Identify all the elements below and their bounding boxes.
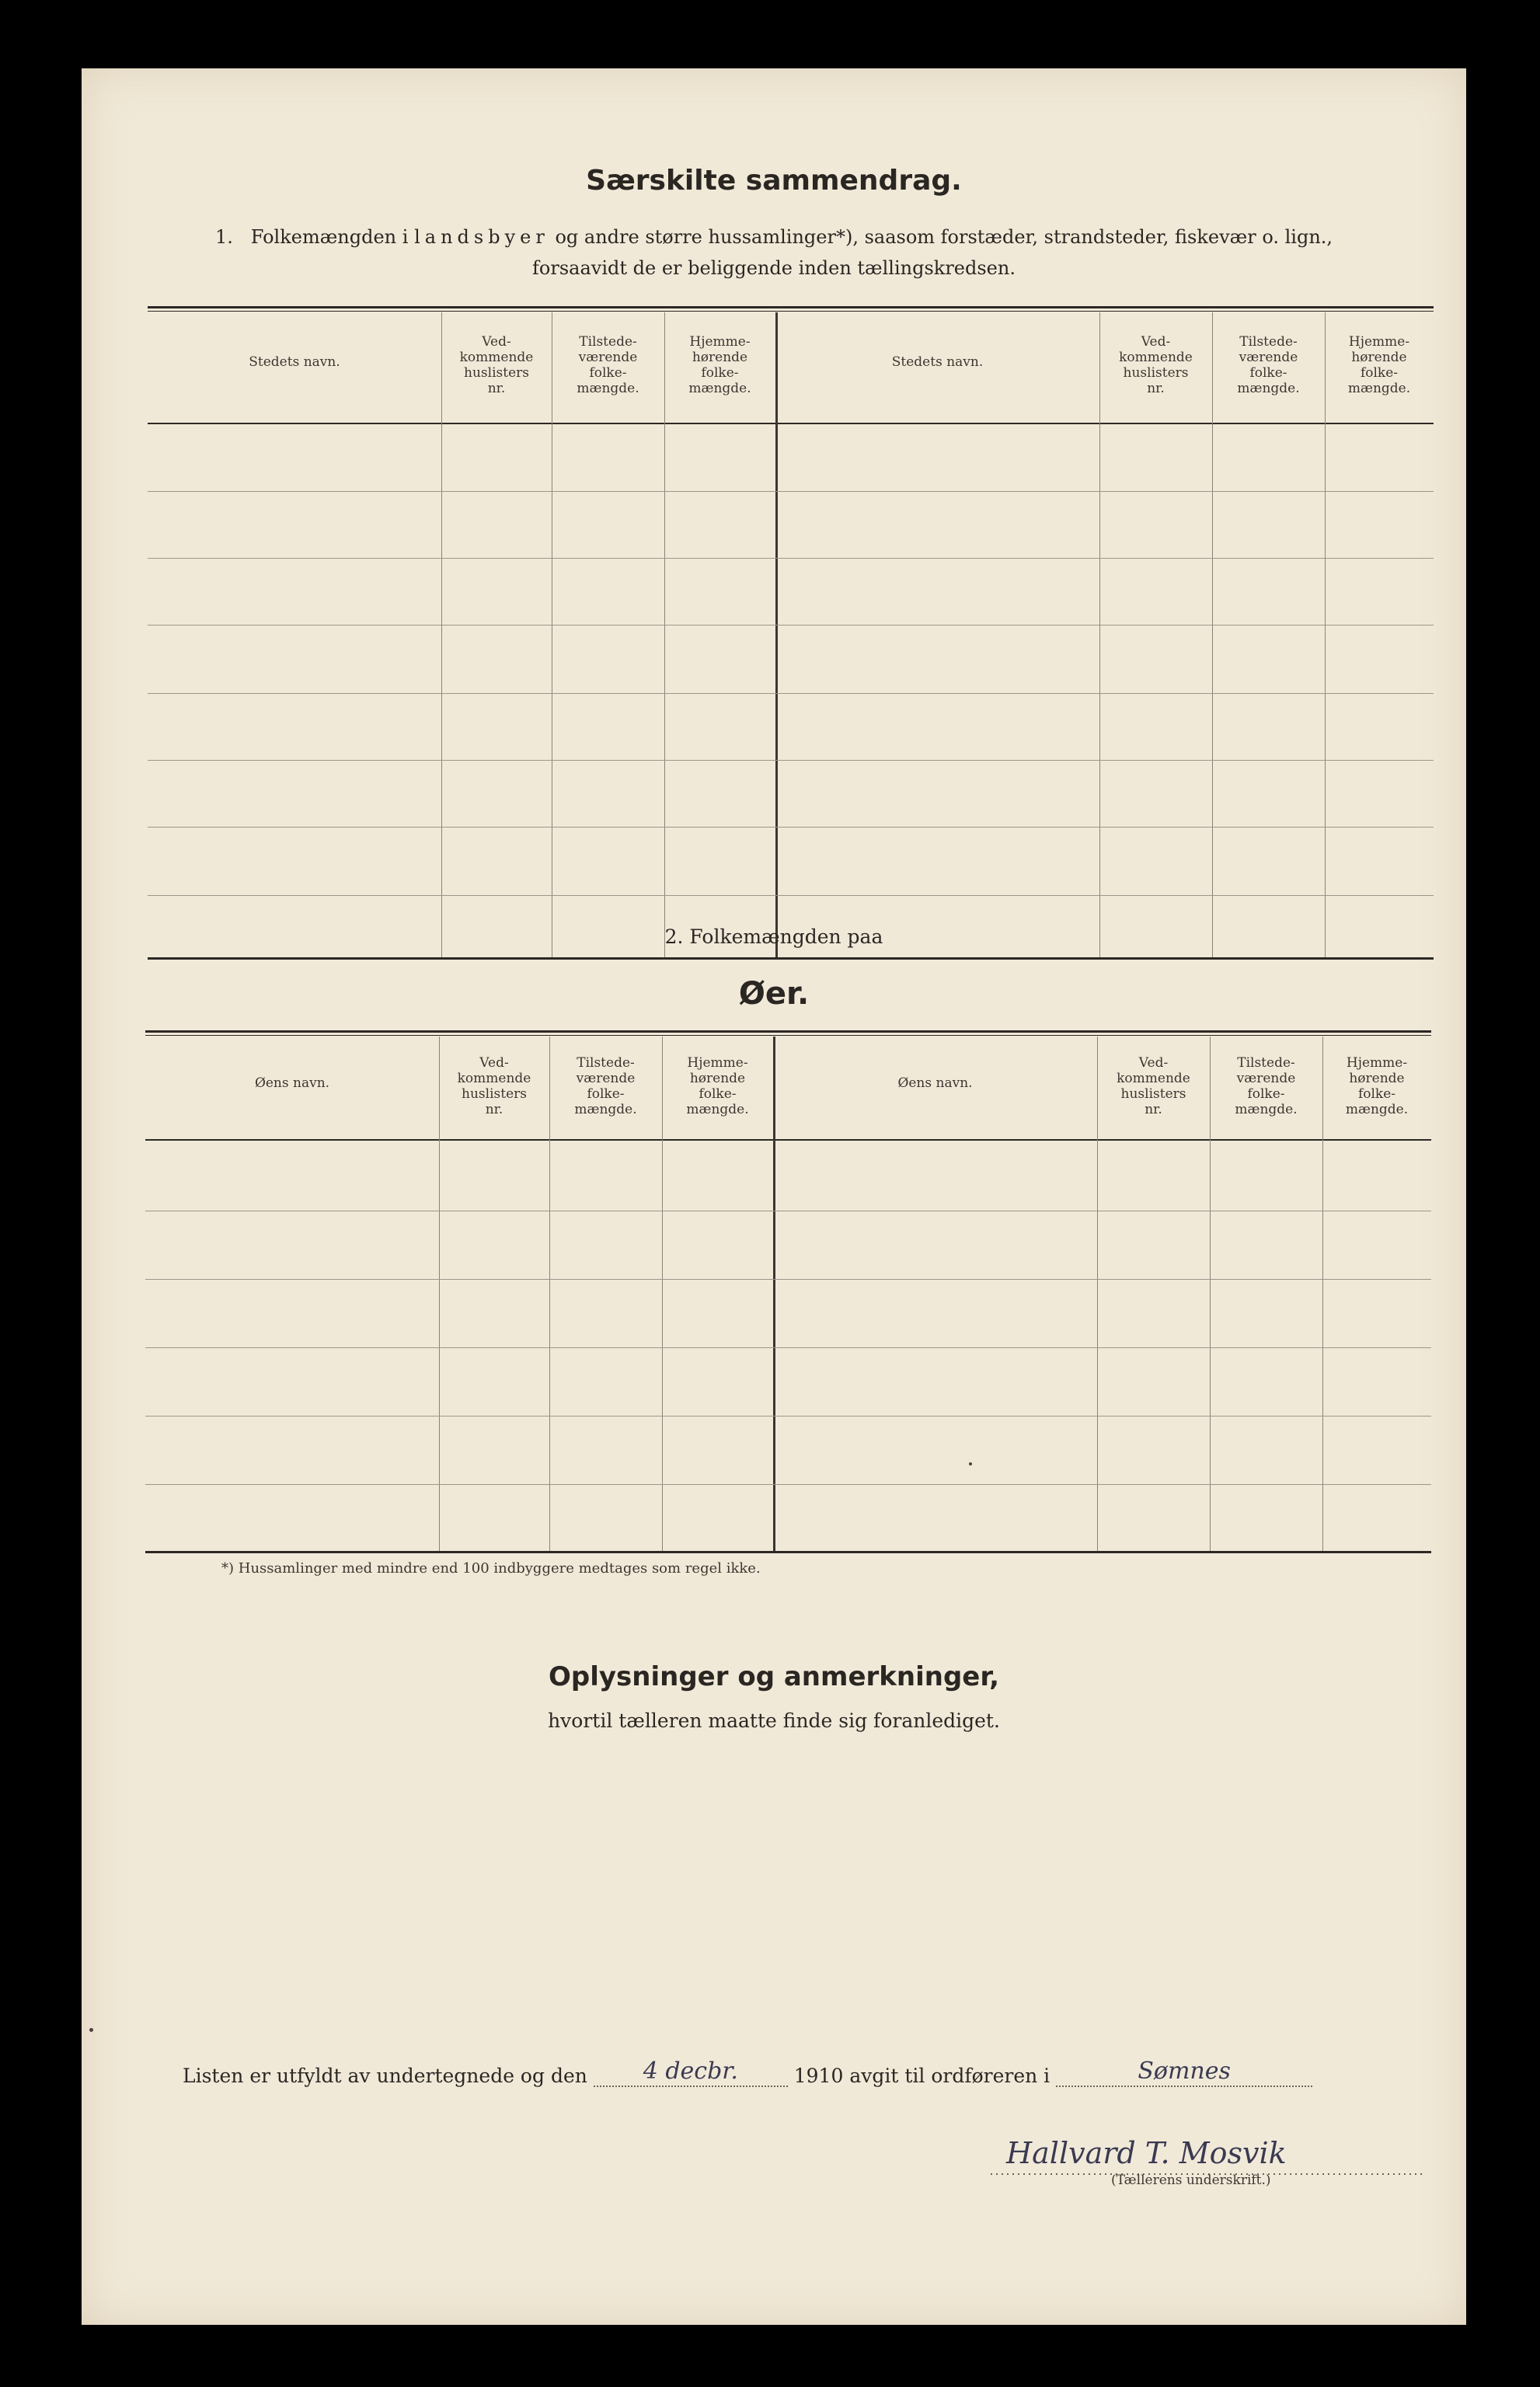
section3-subtitle: hvortil tælleren maatte finde sig foranlediget.	[548, 1709, 1000, 1732]
intro-text-b: og andre større hussamlinger*), saasom forstæder, strandsteder, fiskevær o. lign.,	[555, 226, 1333, 248]
table-top-rule	[148, 306, 1434, 308]
col-header-ved-right: Ved- kommende huslisters nr.	[1117, 1055, 1190, 1117]
table-top-rule-thin	[145, 1035, 1431, 1036]
col-header-hjemme-right: Hjemme- hørende folke- mængde.	[1347, 334, 1411, 396]
col-header-oens-navn-left: Øens navn.	[254, 1075, 330, 1091]
col-header-ved-right: Ved- kommende huslisters nr.	[1119, 334, 1193, 396]
table-row	[145, 1279, 1431, 1280]
col-header-tilstede-right: Tilstede- værende folke- mængde.	[1235, 1055, 1298, 1117]
table-row	[148, 558, 1434, 559]
col-header-hjemme-right: Hjemme- hørende folke- mængde.	[1345, 1055, 1409, 1117]
signoff-text-a: Listen er utfyldt av undertegnede og den	[183, 2065, 587, 2087]
section-number: 1.	[214, 226, 233, 248]
signoff-line	[183, 2058, 1312, 2087]
table-header-rule	[145, 1139, 1431, 1141]
signoff-year: 1910	[793, 2065, 844, 2087]
col-header-hjemme-left: Hjemme- hørende folke- mængde.	[686, 1055, 749, 1117]
paper-speck	[969, 1462, 972, 1465]
col-header-ved-left: Ved- kommende huslisters nr.	[457, 1055, 531, 1117]
intro-spaced-word: landsbyer	[414, 226, 549, 248]
signature-label: (Tællerens underskrift.)	[1111, 2173, 1271, 2188]
table-top-rule	[145, 1030, 1431, 1033]
table-row	[148, 827, 1434, 828]
settlements-table	[148, 306, 1434, 959]
col-header-stedets-navn-right: Stedets navn.	[891, 354, 984, 370]
section1-intro-line1	[82, 221, 1466, 253]
signoff-text-b: avgit til ordføreren i	[849, 2065, 1050, 2087]
table-row	[148, 491, 1434, 492]
table-header-rule	[148, 423, 1434, 424]
table-bottom-rule	[145, 1551, 1431, 1553]
table-row	[148, 895, 1434, 896]
section3-title: Oplysninger og anmerkninger,	[548, 1661, 1000, 1692]
section1-intro-line2: forsaavidt de er beliggende inden tællingskredsen.	[532, 257, 1016, 279]
paper-speck	[89, 2028, 93, 2032]
col-header-hjemme-left: Hjemme- hørende folke- mængde.	[688, 334, 751, 396]
section2-heading: 2. Folkemængden paa	[664, 925, 883, 948]
table-row	[145, 1416, 1431, 1417]
handwritten-date: 4 decbr.	[594, 2058, 788, 2087]
footnote: *) Hussamlinger med mindre end 100 indbyggere medtages som regel ikke.	[221, 1560, 761, 1577]
col-header-ved-left: Ved- kommende huslisters nr.	[459, 334, 534, 396]
table-row	[148, 760, 1434, 761]
col-header-oens-navn-right: Øens navn.	[897, 1075, 973, 1091]
section2-title: Øer.	[738, 976, 810, 1012]
table-top-rule-thin	[148, 311, 1434, 312]
table-row	[145, 1484, 1431, 1485]
islands-table	[145, 1030, 1431, 1552]
table-row	[145, 1347, 1431, 1348]
census-form-page	[82, 68, 1466, 2325]
col-header-tilstede-left: Tilstede- værende folke- mængde.	[574, 1055, 637, 1117]
col-header-tilstede-left: Tilstede- værende folke- mængde.	[577, 334, 639, 396]
intro-text-a: Folkemængden i	[250, 226, 409, 248]
col-header-tilstede-right: Tilstede- værende folke- mængde.	[1237, 334, 1300, 396]
table-bottom-rule	[148, 957, 1434, 960]
section1-title: Særskilte sammendrag.	[586, 165, 962, 197]
col-header-stedets-navn-left: Stedets navn.	[249, 354, 340, 370]
handwritten-place: Sømnes	[1056, 2058, 1312, 2087]
signature-text: Hallvard T. Mosvik	[1006, 2136, 1287, 2170]
table-row	[148, 693, 1434, 694]
